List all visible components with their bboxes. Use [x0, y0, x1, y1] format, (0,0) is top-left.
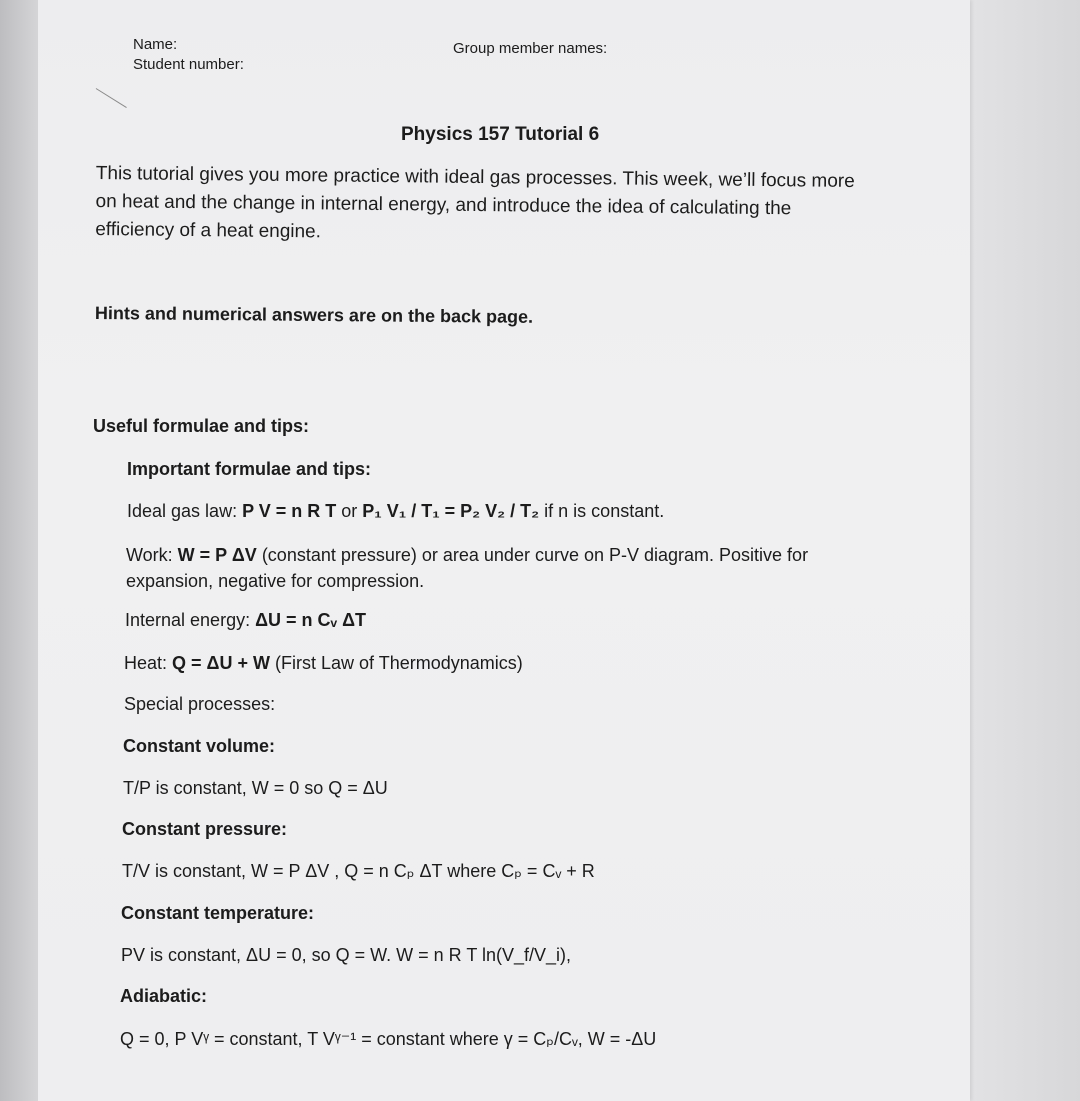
work-label: Work: — [126, 545, 178, 565]
name-label: Name: — [133, 36, 178, 53]
internal-energy-label: Internal energy: — [125, 610, 256, 630]
constant-volume-heading: Constant volume: — [123, 736, 276, 756]
ideal-gas-connector: or — [336, 501, 363, 521]
ideal-gas-law-line — [127, 501, 664, 522]
ideal-gas-formula: P V = n R T — [242, 501, 337, 521]
ideal-gas-label: Ideal gas law: — [127, 501, 243, 521]
adiabatic-text: Q = 0, P Vᵞ = constant, T Vᵞ⁻¹ = constant where γ = Cₚ/Cᵥ, W = -ΔU — [120, 1029, 657, 1049]
heat-line — [124, 653, 523, 674]
internal-energy-formula: ΔU = n Cᵥ ΔT — [255, 610, 367, 630]
special-processes-label: Special processes: — [124, 694, 276, 714]
heat-suffix: (First Law of Thermodynamics) — [270, 653, 523, 673]
work-description: (constant pressure) or area under curve on P-V diagram. Positive for — [256, 545, 809, 565]
constant-pressure-heading: Constant pressure: — [122, 819, 288, 839]
work-formula: W = P ΔV — [177, 545, 257, 565]
background-left — [0, 0, 40, 1101]
page-title: Physics 157 Tutorial 6 — [401, 124, 600, 145]
constant-volume-text: T/P is constant, W = 0 so Q = ΔU — [123, 778, 388, 798]
heat-formula: Q = ΔU + W — [172, 653, 270, 673]
important-formulae-heading: Important formulae and tips: — [127, 459, 372, 479]
intro-paragraph: This tutorial gives you more practice with ideal gas processes. This week, we’ll focus more on heat and the change in internal energy, and introduce the idea of calculating the efficiency of a heat engine. — [95, 162, 855, 243]
useful-formulae-heading: Useful formulae and tips: — [93, 416, 310, 436]
constant-temperature-text: PV is constant, ΔU = 0, so Q = W. W = n R T ln(V_f/V_i), — [121, 945, 572, 965]
constant-temperature-heading: Constant temperature: — [121, 903, 315, 923]
work-line-2: expansion, negative for compression. — [126, 571, 425, 591]
background-right — [970, 0, 1080, 1101]
combined-gas-formula: P₁ V₁ / T₁ = P₂ V₂ / T₂ — [362, 501, 540, 521]
ideal-gas-suffix: if n is constant. — [539, 501, 665, 521]
student-number-label: Student number: — [133, 56, 244, 73]
constant-pressure-text: T/V is constant, W = P ΔV , Q = n Cₚ ΔT where Cₚ = Cᵥ + R — [122, 861, 595, 881]
group-members-label: Group member names: — [453, 40, 608, 57]
adiabatic-heading: Adiabatic: — [120, 986, 208, 1006]
hints-note: Hints and numerical answers are on the back page. — [94, 303, 534, 327]
heat-label: Heat: — [124, 653, 173, 673]
internal-energy-line — [125, 610, 366, 631]
work-line-1 — [126, 545, 808, 566]
